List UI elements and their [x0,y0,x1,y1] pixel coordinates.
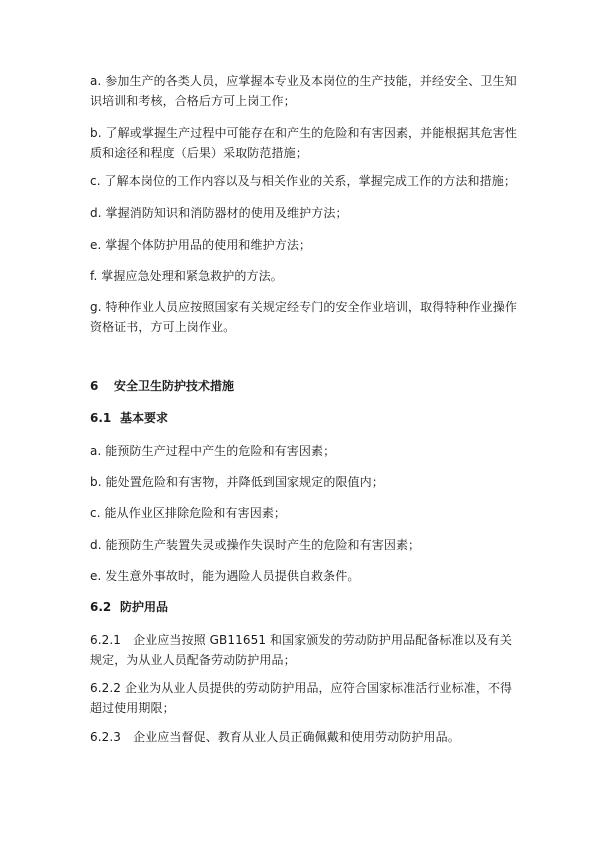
list-item-6-1a: a. 能预防生产过程中产生的危险和有害因素； [90,444,336,458]
section-6-2-heading [90,598,168,616]
clause-6-2-3: 6.2.3 企业应当督促、教育从业人员正确佩戴和使用劳动防护用品。 [90,730,460,744]
section-6-1-title: 基本要求 [120,411,169,425]
list-item-6-1e: e. 发生意外事故时，能为遇险人员提供自救条件。 [90,569,360,583]
list-item-5c: c. 了解本岗位的工作内容以及与相关作业的关系，掌握完成工作的方法和措施； [90,174,516,188]
list-item-6-1b: b. 能处置危险和有害物，并降低到国家规定的限值内； [90,475,384,489]
section-6-heading [90,377,234,395]
list-item-5g: g. 特种作业人员应按照国家有关规定经专门的安全作业培训，取得特种作业操作资格证书，方可上岗作业。 [90,300,517,334]
list-item-5d: d. 掌握消防知识和消防器材的使用及维护方法； [90,206,348,220]
clause-6-2-2: 6.2.2 企业为从业人员提供的劳动防护用品，应符合国家标准活行业标准，不得超过使用期限； [90,681,513,715]
list-item-6-1d: d. 能预防生产装置失灵或操作失误时产生的危险和有害因素； [90,538,421,552]
section-6-1-number: 6.1 [90,411,112,425]
section-6-2-title: 防护用品 [120,600,169,614]
section-6-2-number: 6.2 [90,600,112,614]
section-6-title: 安全卫生防护技术措施 [114,379,235,393]
list-item-5f: f. 掌握应急处理和紧急救护的方法。 [90,269,283,283]
section-6-1-heading [90,409,168,427]
section-6-number: 6 [90,379,99,393]
list-item-5e: e. 掌握个体防护用品的使用和维护方法； [90,238,312,252]
list-item-5b: b. 了解或掌握生产过程中可能存在和产生的危险和有害因素，并能根据其危害性质和途径和程度（后果）采取防范措施； [90,126,517,160]
list-item-6-1c: c. 能从作业区排除危险和有害因素； [90,506,287,520]
list-item-5a: a. 参加生产的各类人员，应掌握本专业及本岗位的生产技能，并经安全、卫生知识培训和考核，合格后方可上岗工作； [90,74,517,108]
clause-6-2-1: 6.2.1 企业应当按照 GB11651 和国家颁发的劳动防护用品配备标准以及有关规定，为从业人员配备劳动防护用品； [90,633,512,667]
